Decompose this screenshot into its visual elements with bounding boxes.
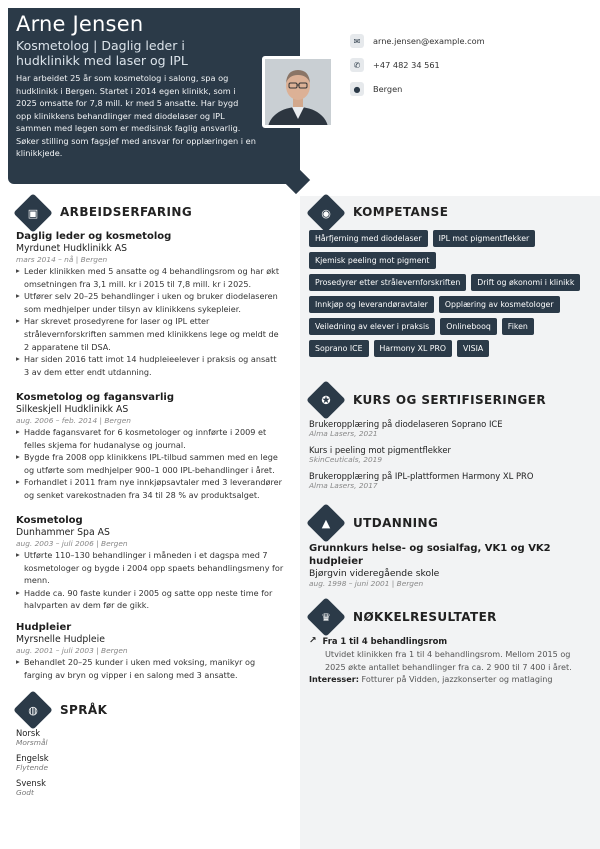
language-name: Norsk <box>16 728 41 738</box>
job-location: Bergen <box>80 255 108 264</box>
graduation-cap-icon: ▲ <box>306 503 346 543</box>
job-entry-title: Hudpleier <box>16 622 72 633</box>
job-bullet: ▸ Har siden 2016 tatt imot 14 hudpleieelever i praksis og ansatt 3 av dem etter endt utdanning. <box>16 353 284 378</box>
section-title-languages: SPRÅK <box>60 703 108 717</box>
job-entry-company: Myrsnelle Hudpleie <box>16 634 105 645</box>
job-bullet: ▸ Leder klinikken med 5 ansatte og 4 behandlingsrom og har økt omsetningen fra 3,1 mill. kr i 2015 til 7,8 mill. kr i 2025. <box>16 265 284 290</box>
language-level: Morsmål <box>16 738 48 747</box>
achievement-title: Fra 1 til 4 behandlingsrom <box>322 636 448 646</box>
language-level: Godt <box>16 788 34 797</box>
job-entry-company: Dunhammer Spa AS <box>16 527 110 538</box>
skill-tag: VISIA <box>457 340 489 357</box>
skill-tag: Onlinebooq <box>440 318 497 335</box>
skill-tags <box>309 230 589 357</box>
education-school: Bjørgvin videregående skole <box>309 568 440 579</box>
skill-tag: Fiken <box>502 318 534 335</box>
achievement-desc: Utvidet klinikken fra 1 til 4 behandlingsrom. Mellom 2015 og 2025 økte antallet behandlinger fra ca. 2 900 til 7 400 i året. <box>325 649 572 672</box>
skill-tag: Soprano ICE <box>309 340 369 357</box>
contact-email[interactable] <box>350 34 485 48</box>
skill-tag: Harmony XL PRO <box>374 340 453 357</box>
phone-icon: ✆ <box>350 58 364 72</box>
globe-icon: ◍ <box>13 690 53 730</box>
skill-tag: Opplæring av kosmetologer <box>439 296 560 313</box>
course-list <box>309 419 589 497</box>
job-bullet: ▸ Forhandlet i 2011 fram nye innkjøpsavtaler med 3 leverandører og senket varekostnaden fra 34 til 28 % av produktsalget. <box>16 476 284 501</box>
job-entry-meta: aug. 2001 – juli 2003 | Bergen <box>16 646 128 655</box>
education-location: Bergen <box>396 579 424 588</box>
phone-text: +47 482 34 561 <box>373 60 440 70</box>
section-title-skills: KOMPETANSE <box>353 205 449 219</box>
section-title-experience: ARBEIDSERFARING <box>60 205 193 219</box>
summary-text: Har arbeidet 25 år som kosmetolog i salong, spa og hudklinikk i Bergen. Startet i 2014 egen klinikk, som i 2025 omsatte for 7,8 mill. kr med 5 ansatte. Har bygd opp klinikkens behandlinger med diodelaser og IPL sammen med legen som er medisinsk faglig ansvarlig. Søker stilling som fagsjef med ansvar for opplæringen i en klinikkjede. <box>16 73 256 158</box>
job-bullet: ▸ Har skrevet prosedyrene for laser og IPL etter strålevernforskriften sammen med klinikkens lege og meldt de 2 apparatene til DSA. <box>16 315 284 353</box>
course-name: Brukeropplæring på diodelaseren Soprano ICE <box>309 419 503 429</box>
job-entry-meta: mars 2014 – nå | Bergen <box>16 255 108 264</box>
certificate-icon: ✪ <box>306 380 346 420</box>
interests-label: Interesser: <box>309 674 359 685</box>
job-title: Kosmetolog | Daglig leder i hudklinikk med laser og IPL <box>16 38 188 68</box>
course-meta: Alma Lasers, 2021 <box>309 429 378 438</box>
course-name: Kurs i peeling mot pigmentflekker <box>309 445 451 455</box>
section-title-courses: KURS OG SERTIFISERINGER <box>353 393 547 407</box>
job-period: aug. 2001 – juli 2003 <box>16 646 94 655</box>
job-entry-meta: aug. 2006 – feb. 2014 | Bergen <box>16 416 131 425</box>
interests-line <box>309 674 589 684</box>
job-entry-company: Silkeskjell Hudklinikk AS <box>16 404 129 415</box>
job-entry <box>16 622 284 681</box>
profile-photo <box>262 56 334 128</box>
job-location: Bergen <box>101 646 128 655</box>
achievement-entry <box>309 636 589 684</box>
education-entry <box>309 542 579 588</box>
education-period: aug. 1998 – juni 2001 <box>309 579 390 588</box>
skill-tag: Innkjøp og leverandøravtaler <box>309 296 434 313</box>
contact-phone[interactable] <box>350 58 440 72</box>
job-entry-title: Kosmetolog <box>16 515 83 526</box>
job-entry-title: Daglig leder og kosmetolog <box>16 231 172 242</box>
job-period: mars 2014 – nå <box>16 255 74 264</box>
course-name: Brukeropplæring på IPL-plattformen Harmony XL PRO <box>309 471 534 481</box>
skill-tag: Veiledning av elever i praksis <box>309 318 435 335</box>
job-bullet: ▸ Bygde fra 2008 opp klinikkens IPL-tilbud sammen med en lege og utførte som medhjelper 900–1 000 IPL-behandlinger i året. <box>16 451 284 476</box>
achievement-title-row <box>309 636 589 646</box>
contact-location <box>350 82 402 96</box>
course-meta: Alma Lasers, 2017 <box>309 481 378 490</box>
language-level: Flytende <box>16 763 49 772</box>
job-entry-title: Kosmetolog og fagansvarlig <box>16 392 174 403</box>
job-location: Bergen <box>101 539 128 548</box>
skill-tag: Hårfjerning med diodelaser <box>309 230 428 247</box>
job-entry-meta: aug. 2003 – juli 2006 | Bergen <box>16 539 128 548</box>
email-icon: ✉ <box>350 34 364 48</box>
education-meta: aug. 1998 – juni 2001 | Bergen <box>309 579 424 588</box>
header-block <box>8 8 300 184</box>
job-entry <box>16 392 284 502</box>
job-bullet: ▸ Behandlet 20–25 kunder i uken med voksing, manikyr og farging av bryn og vipper i en salong med 3 ansatte. <box>16 656 284 681</box>
job-period: aug. 2003 – juli 2006 <box>16 539 94 548</box>
lightbulb-icon: ◉ <box>306 193 346 233</box>
skill-tag: Drift og økonomi i klinikk <box>471 274 580 291</box>
briefcase-icon: ▣ <box>13 193 53 233</box>
education-title: Grunnkurs helse- og sosialfag, VK1 og VK2 hudpleier <box>309 543 551 567</box>
course-meta: SkinCeuticals, 2019 <box>309 455 383 464</box>
job-entry <box>16 231 284 378</box>
email-text: arne.jensen@example.com <box>373 36 485 46</box>
skill-tag: Prosedyrer etter strålevernforskriften <box>309 274 466 291</box>
language-list <box>16 728 216 803</box>
section-title-education: UTDANNING <box>353 516 439 530</box>
language-name: Svensk <box>16 778 46 788</box>
job-bullet: ▸ Hadde fagansvaret for 6 kosmetologer og innførte i 2009 et felles skjema for hudanalyse og journal. <box>16 426 284 451</box>
job-entry-company: Myrdunet Hudklinikk AS <box>16 243 127 254</box>
trend-up-icon: ↗ <box>309 636 317 646</box>
job-bullet: ▸ Utfører selv 20–25 behandlinger i uken og bruker diodelaseren som medhjelper under tilsyn av klinikkens sykepleier. <box>16 290 284 315</box>
skill-tag: Kjemisk peeling mot pigment <box>309 252 436 269</box>
location-pin-icon: ● <box>350 82 364 96</box>
location-text: Bergen <box>373 84 403 94</box>
interests-text: Fotturer på Vidden, jazzkonserter og matlaging <box>361 674 553 685</box>
skill-tag: IPL mot pigmentflekker <box>433 230 536 247</box>
job-period: aug. 2006 – feb. 2014 <box>16 416 98 425</box>
job-bullet: ▸ Utførte 110–130 behandlinger i måneden i et dagspa med 7 kosmetologer og bygde i 2004 opp spaets behandlingsmeny for menn. <box>16 549 284 587</box>
job-bullet: ▸ Hadde ca. 90 faste kunder i 2005 og satte opp neste time for halvparten av dem før de gikk. <box>16 587 284 612</box>
trophy-icon: ♛ <box>306 597 346 637</box>
section-title-achievements: NØKKELRESULTATER <box>353 610 497 624</box>
person-name: Arne Jensen <box>16 12 144 36</box>
job-location: Bergen <box>104 416 131 425</box>
job-entry <box>16 515 284 612</box>
language-name: Engelsk <box>16 753 49 763</box>
